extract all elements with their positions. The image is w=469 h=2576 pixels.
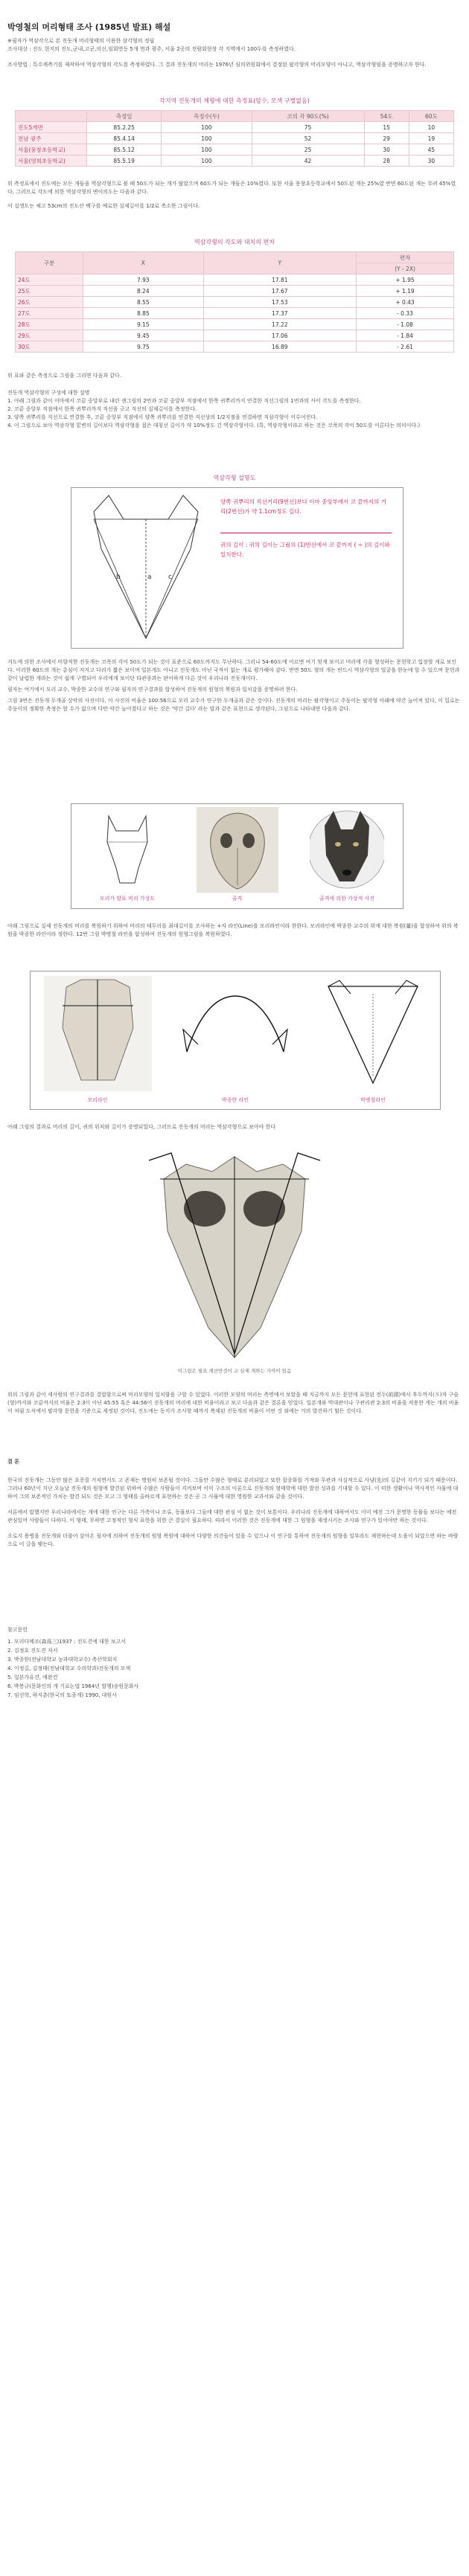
reference-item: 1. 모리다메조(森爲三)1937 : 진도견에 대한 보고서 — [7, 1639, 127, 1645]
table1-cell: 서울(영희초등학교) — [16, 155, 87, 167]
table1-cell: 45 — [409, 144, 453, 155]
table1-cell: 29 — [364, 133, 409, 144]
table2-cell: + 0.43 — [357, 297, 454, 308]
table1-header: 60도 — [409, 111, 453, 122]
body-text: 아래 그림으로 실제 진돗개의 머리를 복원하기 위하여 머리의 테두리를 최대길이를 조사하는 +자 라인(Line)을 모리라인이라 한한다. 모리라인에 박종한 교수의 위에 대한 복원(量)을 합성하여 위의 복원을 박종한 라인이라 정한다. 12번 그림 박병철 라인을 합성하여 진돗개의 원형그림을 복원하였다. — [7, 923, 459, 937]
table-row — [16, 133, 454, 144]
fig1-note-1: 양쪽 귀뿌리의 직선거리(9번선)보다 이마 중앙부에서 코 끝까지의 거리(2번선)가 약 1.1cm정도 길다. — [220, 498, 386, 515]
table2-header: Y — [203, 252, 356, 274]
article-title: 박영철의 머리형태 조사 (1985년 발표) 해설 — [7, 22, 171, 32]
skull-photo — [197, 807, 278, 893]
table2-cell: - 2.61 — [357, 341, 454, 353]
table2-cell: 9.15 — [83, 319, 204, 330]
table2-cell: 24도 — [16, 274, 83, 286]
table1-cell: 100 — [162, 155, 252, 167]
table1-header: 코의 각 90도(%) — [252, 111, 364, 122]
table2-cell: - 1.84 — [357, 330, 454, 341]
conclusion-title: 결 론 — [7, 1459, 19, 1465]
table2-cell: 8.55 — [83, 297, 204, 308]
body-text: 진돗개 역삼각형의 구성에 대한 설명 — [7, 390, 90, 396]
line-comparison-figure — [30, 971, 441, 1110]
table2-cell: 17.67 — [203, 286, 356, 297]
para4-block — [7, 658, 462, 713]
table1-cell: 10 — [409, 122, 453, 133]
references — [7, 1625, 454, 1700]
table-row — [16, 144, 454, 155]
park-byeongcheol-line-diagram — [321, 979, 425, 1091]
table1-header — [16, 111, 87, 122]
para7-block — [7, 1391, 462, 1416]
table1-header: 측정수(두) — [162, 111, 252, 122]
table2-cell: - 1.08 — [357, 319, 454, 330]
table2-cell: 9.45 — [83, 330, 204, 341]
table2-header: 편차 — [357, 252, 454, 263]
para6-block — [7, 1123, 462, 1131]
table1-cell: 30 — [364, 144, 409, 155]
fig1-note-2: 귀의 길이 : 귀의 길이는 그림의 (1)번선에서 코 끝까지 ( ÷ )의 길이와 일치한다. — [220, 542, 390, 558]
para5-block — [7, 922, 462, 939]
body-text: 오로지 용병을 진돗개와 더불어 살아온 필자에 의하여 진돗개의 원형 복원에 대하여 다양한 의견들이 있을 수 있으나 이 연구를 통하여 진돗개의 원형을 일부라도 재현하는데 도움이 되었으면 하는 바람으로 이 글을 맺는다. — [7, 1533, 459, 1547]
table1-cell: 28 — [364, 155, 409, 167]
intro-line: ※필자가 역삼각으로 본 진돗개 머리형태의 이용한 삼각형의 정립 — [7, 38, 155, 44]
fig3-label: 모리라인 — [87, 1097, 108, 1103]
angle-table — [15, 251, 454, 353]
measurement-table — [15, 110, 454, 167]
table2-cell: 8.85 — [83, 308, 204, 319]
table1-cell: 30 — [409, 155, 453, 167]
table2-cell: - 0.33 — [357, 308, 454, 319]
table1-cell: 100 — [162, 133, 252, 144]
table2-cell: 26도 — [16, 297, 83, 308]
reference-item: 7. 임선학, 하지춘(한국의 토종개) 1990, 대원사 — [7, 1692, 117, 1698]
table1-cell: 100 — [162, 144, 252, 155]
table2-cell: 9.75 — [83, 341, 204, 353]
body-text: 위 표와 같은 측정으로 그림을 그리면 다음과 같다. — [7, 373, 122, 379]
table1-header: 측정일 — [87, 111, 162, 122]
table1-cell: 85.5.12 — [87, 144, 162, 155]
table2-cell: 8.24 — [83, 286, 204, 297]
table2-cell: 7.93 — [83, 274, 204, 286]
table-row — [16, 286, 454, 297]
table2-cell: 17.37 — [203, 308, 356, 319]
table-row — [16, 297, 454, 308]
table-row — [16, 122, 454, 133]
table2-cell: 28도 — [16, 319, 83, 330]
label-a: a — [147, 574, 152, 581]
reference-item: 2. 김정호 진도견 저서 — [7, 1648, 58, 1654]
table1-cell: 85.4.14 — [87, 133, 162, 144]
table2-cell: + 1.95 — [357, 274, 454, 286]
body-text: 서론에서 말했지만 우리나라에서는 개에 대한 연구는 다른 가축이나 조류, 동물보다 그들에 대한 관심 이 없는 것이 보통이다. 우리나라 진돗개에 대하여서도 이미 예전 그가 문명한 동물들 보다는 예전 관심있어 사람들이 다하다. 이 형태, 무하면 고정적인 형식 표현을 위한 큰 결실이 필요하다. 따라서 이러한 것은 진돗개에 대한 그 원형을 재생시키는 조사와 연구가 있어야만 하는 것이다. — [7, 1509, 457, 1523]
fig3-label: 박종한 라인 — [221, 1097, 249, 1103]
table1-cell: 85.5.19 — [87, 155, 162, 167]
table-row — [16, 155, 454, 167]
table2-title: 역삼각형의 각도와 대치의 편차 — [194, 239, 275, 245]
body-text: 아래 그림의 결과로 머리의 길이, 귀의 위치와 길이가 증명되었다, 그러므로 진돗개의 머리는 역삼각형으로 보아야 한다 — [7, 1124, 276, 1130]
skull-comparison-figure — [71, 803, 403, 909]
table1-cell: 19 — [409, 133, 453, 144]
body-text: 그림 3번은 진돗개 두개골 상악의 사진이다, 이 사진의 비율은 100:56으로 모리 교수가 연구한 두개골과 같은 것이다. 진돗개의 머리는 팔각형이고 주둥이는 팔각형 아래에 약간 늘어져 있다, 이 밀로는 주둥이의 정확한 측정은 할 수가 없으며 다만 약간 늘어졌다고 하는 것은 '약간 길다' 라는 말과 같은 표현으로 생각된다, 그림으로 나타내면 다음과 같다. — [7, 698, 460, 712]
reference-item: 6. 박봉규(문화인의 개 기료논법 1964년 발행)송원문화사 — [7, 1683, 139, 1689]
table2-cell: 17.22 — [203, 319, 356, 330]
label-c: c — [168, 574, 172, 581]
fig1-title: 역삼각형 설명도 — [213, 475, 256, 481]
table1-cell: 진도5개면 — [16, 122, 87, 133]
skull-triangle-figure — [141, 1149, 328, 1361]
table1-cell: 42 — [252, 155, 364, 167]
para3-block — [7, 372, 462, 430]
estimated-head-diagram — [94, 809, 161, 890]
table2-cell: 25도 — [16, 286, 83, 297]
table1-cell: 52 — [252, 133, 364, 144]
table1-cell: 75 — [252, 122, 364, 133]
intro-block — [7, 37, 462, 69]
table1-header: 54도 — [364, 111, 409, 122]
reference-item: 3. 박종한(전남대학교 농과대학교수) 축산학회지 — [7, 1657, 118, 1663]
triangle-figure — [71, 487, 403, 649]
table2-cell: 16.89 — [203, 341, 356, 353]
reference-item: 4. 이정길, 김정태(전남대학교 수의학과)진돗개의 모색 — [7, 1666, 131, 1671]
table2-cell: 30도 — [16, 341, 83, 353]
body-text: 3. 양쪽 귀뿌리를 직선으로 연결한 후, 코끝 중앙부 직점에서 양쪽 귀뿌리를 연결한 직선상의 1/2지점을 연결하면 직삼각형이 이루어진다. — [7, 414, 318, 420]
table1-cell: 전남 광주 — [16, 133, 87, 144]
table1-cell: 15 — [364, 122, 409, 133]
table1-cell: 25 — [252, 144, 364, 155]
dog-face-photo — [310, 807, 384, 893]
intro-line: 조사방법 : 특수계측기를 제작하여 역삼각형의 각도를 측정하였다. 그 결과 진돗개의 머리는 1976년 심의위원회에서 결정된 팔각형의 머리모양이 아니고, 역삼각형임을 증명하고자 한다. — [7, 62, 427, 68]
body-text: 위 측정표에서 진도에는 모든 개들을 역삼각형으로 볼 때 50도가 되는 개가 많았으며 60도가 되는 개들은 10%였다. 또한 서울 풍창초등학교에서 50도된 개는 25%였 반면 60도된 개는 무려 45%였다, 그러므로 각도에 의한 역삼각형의 변이의도는 다음과 같다. — [7, 181, 456, 195]
fig2-label: 골격 — [232, 896, 243, 902]
table-row — [16, 308, 454, 319]
table2-cell: 29도 — [16, 330, 83, 341]
table2-header: X — [83, 252, 204, 274]
fig3-label: 박병철라인 — [360, 1097, 386, 1103]
table2-header: (Y - 2X) — [357, 263, 454, 274]
para2-block — [7, 180, 462, 211]
intro-line: 조사대상 : 진도 현지의 진도,군내,고군,의신,임회면등 5개 면과 광주, 서울 2곳의 전람회현장 각 지역에서 100두를 측정하였다. — [7, 46, 296, 52]
reference-item: 5. 일본가유견, 애완견 — [7, 1674, 58, 1680]
table2-cell: 17.81 — [203, 274, 356, 286]
table1-cell: 100 — [162, 122, 252, 133]
table1-cell: 서울(풍창초등학교) — [16, 144, 87, 155]
body-text: 필자는 여기에서 모리 교수, 박종한 교수의 연구와 필자의 연구결과를 합성하여 진돗개의 원형의 복원과 일치감을 증명하려 한다. — [7, 687, 298, 693]
mori-line-diagram — [44, 976, 152, 1091]
body-text: 위의 그림과 같이 세사람의 연구결과를 결합함으로써 머리모양의 일치함을 구할 수 있었다. 이러한 모양의 머리는 측면에서 보았을 때 지금까지 모든 문헌에 표현된 전두(前頭)에서 후두까지(Ｓ)자 구슬(형)까지와 코끝까지의 비율은 2:3이 아닌 45:55 혹은 44:56이 진돗개의 머리에 대한 비율이라고 보고 다음과 같은 결론을 얻었다. 일본개와 역대관이나 구관리관 2:3의 비율을 적용한 게는 개의 비율이 처럼 도식에서 팔각형 문헌을 기준으로 제정된 것이다, 진도에는 동지가 조사할 때까지 복제된 진돗개의 비율이 어떤 것 외에는 거의 발견하기 힘든 것이다. — [7, 1392, 459, 1414]
table2-header: 구분 — [16, 252, 83, 274]
table2-cell: + 1.19 — [357, 286, 454, 297]
body-text: 한국의 진돗개는 그동안 많은 요증를 거치면서도 고 존재는 명원히 보존될 것이다. 그들만 수많은 형태로 분리되었고 또한 잡종화를 가져와 무관과 사실적으로 사냥(先)의 길같이 지키기 되기 때문이다. 그러나 60년이 지난 오늘날 진돗개의 원형에 발견된 위하여 수많은 사람들이 지켜보며 이미 구조의 이론으로 진돗개의 형태학에 대한 발전 성과를 기대할 수 있다. 이 떠한 생활이나 역사적인 사물에 대하여 그의 보존적인 가치는 발견 되도 것은 모고 그 형태를 올바르게 표현하는 것은 곧 그 사물에 대한 영원한 교과서와 같을 것이다. — [7, 1477, 459, 1500]
body-text: 2. 코끝 중앙부 직점에서 한쪽 귀뿌리까지 직선을 긋고 직선의 실제길이를 측정한다. — [7, 406, 197, 412]
references-title: 참고문헌 — [7, 1627, 28, 1633]
table2-cell: 27도 — [16, 308, 83, 319]
fig4-caption: 이그림은 필요 계산만것이 고 실제 개와는 가까이 있음 — [177, 1368, 292, 1374]
body-text: 1. 아래 그림과 같이 이마에서 코끝 중앙부로 내린 센그림의 2번과 코끝 중앙부 직점에서 한쪽 귀뿌리까지 연결한 직선그림의 1번과의 사이 각도를 측정한다. — [7, 398, 361, 404]
table-row — [16, 274, 454, 286]
table1-cell: 85.2.25 — [87, 122, 162, 133]
fig2-label: 모리가 발표 머리 가상도 — [99, 896, 156, 902]
head-triangle-diagram — [79, 489, 213, 646]
table2-cell: 17.53 — [203, 297, 356, 308]
body-text: 이 실생도는 체고 53cm의 진도산 백구를 예로한 실제길이를 1/2로 축소한 그림이다. — [7, 203, 200, 209]
body-text: 4. 이 그림으로 보아 역삼각형 밑변의 길이보다 역삼각형을 접은 대칭선 길이가 약 10%정도 긴 역삼각형이다. (특, 역삼각형이라고 하는 것은 코폭의 각이 50도를 이른다는 의미이다.) — [7, 423, 421, 428]
park-jonghan-line-diagram — [179, 985, 291, 1074]
label-b: b — [116, 574, 121, 581]
table1-title: 각지역 진돗개의 체형에 대한 측정표(암수, 모색 구별없음) — [159, 97, 310, 104]
body-text: 지도에 의한 조사에서 비향적한 진돗개는 코폭의 각이 50도가 되는 것이 표준으로 60도까지도 무난하다. 그러나 54-60도에 이르면 여기 맞게 보이고 머리에 각을 형성하는 문헌학고 입장할 게로 보인다. 이러한 60도의 개는 총심이 저지고 다리가 짧은 보이며 일본개도 아니고 진돗개도 아닌 국적이 없는 개로 평가해야 감다. 반면 50도 형의 개는 반드시 역삼각형의 얼굴을 한눈에 알 수 있으며 문헌과 같이 날렵한 개라는 것이 쉽게 구별되어 우리에게 보이던 타관종과는 판이하게 다른 것이 우리나라 진돗개이다. — [7, 659, 460, 681]
conclusion-block — [7, 1477, 462, 1549]
fig2-label: 골격에 의한 가상적 사진 — [319, 896, 375, 902]
table2-cell: 17.06 — [203, 330, 356, 341]
table-row — [16, 330, 454, 341]
table-row — [16, 341, 454, 353]
table-row — [16, 319, 454, 330]
